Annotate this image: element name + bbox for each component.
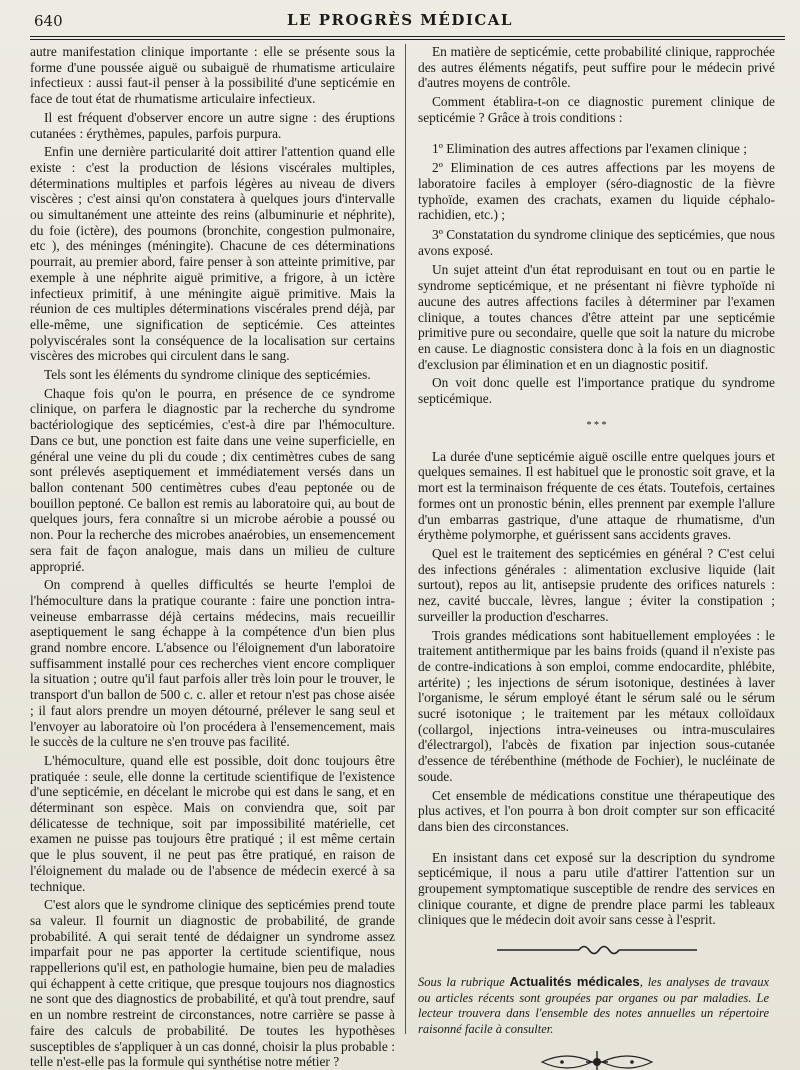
paragraph: Cet ensemble de médications constitue une thérapeutique des plus actives, et l'on pourra à bon droit compter sur son efficacité dans bien des circonstances. [418, 787, 775, 834]
page-header [0, 8, 800, 34]
right-column [418, 44, 775, 1070]
paragraph: Comment établira-t-on ce diagnostic purement clinique de septicémie ? Grâce à trois conditions : [418, 94, 775, 125]
wavy-rule-ornament [497, 940, 697, 960]
condition-item: 2º Elimination de ces autres affections par les moyens de laboratoire faciles à employer (séro-diagnostic de la fièvre typhoïde, examen des crachats, examen du liquide céphalo-rachidien, etc.) ; [418, 160, 775, 223]
paragraph: L'hémoculture, quand elle est possible, doit donc toujours être pratiquée : seule, elle donne la certitude scientifique de l'existence d'une septicémie, en décelant le microbe qui est dans le sang, et en déterminant son espèce. Mais on conviendra que, soit par délicatesse de technique, soit par impossibilité matérielle, cet examen ne puisse pas toujours être pratiqué ; il est même certain que le plus souvent, il ne peut pas être pratiqué, en raison de l'éloignement du malade ou de l'absence de médecin exercé à sa technique. [30, 752, 395, 894]
paragraph: Il est fréquent d'observer encore un autre signe : des éruptions cutanées : érythèmes, papules, parfois purpura. [30, 109, 395, 141]
section-break-asterism: * * * [586, 419, 607, 431]
page-number: 640 [34, 12, 63, 30]
rubric-text: , les analyses de travaux ou articles récents sont groupées par organes ou par maladies. Le lecteur trouvera dans l'ensemble des notes annuelles un répertoire raisonné facile à consulter. [418, 975, 770, 1036]
paragraph: Trois grandes médications sont habituellement employées : le traitement antithermique par les bains froids (quand il n'existe pas de contre-indications à son emploi, comme endocardite, phlébite, artérite) ; les injections de sérum isotonique, destinées à laver l'organisme, le sérum employé étant le sérum salé ou le sérum sucré isotonique ; le traitement par les métaux colloïdaux (collargol, injections intra-veineuses ou intra-musculaires d'électrargol), l'abcès de fixation par injection sous-cutanée d'essence de térébenthine (méthode de Fochier), le nucléinate de soude. [418, 627, 775, 784]
paragraph: La durée d'une septicémie aiguë oscille entre quelques jours et quelques semaines. Il est habituel que le pronostic soit grave, et la mort est la terminaison fréquente de ces états. Toutefois, certaines formes ont un pronostic bénin, elles prennent par exemple l'allure d'un embarras gastrique, d'une attaque de rhumatisme, d'un érythème polymorphe, et guérissent sans accidents graves. [418, 448, 775, 543]
rubric-lead: Sous la rubrique [418, 975, 505, 990]
paragraph: En matière de septicémie, cette probabilité clinique, rapprochée des autres éléments négatifs, peut suffire pour le médecin privé d'autres moyens de contrôle. [418, 44, 775, 91]
rubric-note [418, 974, 769, 1037]
running-title: LE PROGRÈS MÉDICAL [287, 11, 513, 29]
fleuron-ornament-icon [532, 1047, 662, 1070]
header-rule-thin [30, 39, 785, 40]
column-divider [405, 44, 406, 1034]
paragraph: On voit donc quelle est l'importance pratique du syndrome septicémique. [418, 375, 775, 407]
paragraph: Tels sont les éléments du syndrome clinique des septicémies. [44, 367, 371, 383]
condition-item: 1º Elimination des autres affections par l'examen clinique ; [432, 140, 747, 156]
condition-item: 3º Constatation du syndrome clinique des septicémies, que nous avons exposé. [418, 227, 775, 258]
paragraph: On comprend à quelles difficultés se heurte l'emploi de l'hémoculture dans la pratique courante : faire une ponction intra-veineuse embarrasse déjà certains médecins, mais recueillir aseptiquement le sang échappe à la compétence d'un bien plus grand nombre encore. L'absence ou l'éloignement d'un laboratoire suffisamment installé pour ces recherches vient encore compliquer la situation ; outre qu'il faut parfois aller très loin pour le trouver, le transport d'un ballon de 500 c. c. aller et retour n'est pas chose aisée ; il faut alors prendre un moyen détourné, prélever le sang seul et l'envoyer au laboratoire où l'on procédera à l'ensemencement, mais le succès de la culture ne s'en trouve pas facilité. [30, 577, 395, 750]
left-column [30, 44, 395, 1070]
paragraph: En insistant dans cet exposé sur la description du syndrome septicémique, il nous a paru utile d'attirer l'attention sur un groupement symptomatique susceptible de rendre des services en clinique courante, et digne de prendre place parmi les tableaux cliniques que le médecin doit avoir sans cesse à l'esprit. [418, 849, 775, 928]
paragraph: autre manifestation clinique importante : elle se présente sous la forme d'une poussée aiguë ou subaiguë de rhumatisme articulaire infectieux : aussi faut-il penser à la possibilité d'une septicémie en face de tout état de rhumatisme articulaire infectieux. [30, 44, 395, 107]
rubric-title: Actualités médicales [509, 974, 640, 990]
paragraph: Chaque fois qu'on le pourra, en présence de ce syndrome clinique, on parfera le diagnostic par la recherche du syndrome bactériologique des septicémies, c'est-à dire par l'hémoculture. Dans ce but, une ponction est faite dans une veine superficielle, en général une veine du pli du coude ; dix centimètres cubes de sang sont prélevés aseptiquement et immédiatement versés dans un ballon contenant 500 centimètres cubes d'eau peptonée ou de bouillon peptoné. Ce ballon est remis au laboratoire qui, au bout de quelques jours, fera connaître si un microbe aérobie a poussé ou non. Pour la recherche des microbes anaérobies, un ensemencement sera fait de façon analogue, mais dans un milieu de culture approprié. [30, 385, 395, 574]
paragraph: C'est alors que le syndrome clinique des septicémies prend toute sa valeur. Il fournit un diagnostic de probabilité, de grande probabilité. A qui serait tenté de dédaigner un syndrome assez imparfait pour ne pas apporter la certitude scientifique, nous rappellerions qu'il est, en pathologie humaine, bien peu de maladies qui échappent à cette critique, que presque toujours nos diagnostics ne sont que des diagnostics de probabilité, et qu'à tout prendre, sauf en un nombre restreint de circonstances, notre carrière se passe à faire des calculs de probabilité. De toutes les hypothèses susceptibles de s'appliquer à un cas donné, choisir la plus probable : telle n'est-elle pas la formule qui synthétise notre métier ? [30, 897, 395, 1070]
paragraph: Un sujet atteint d'un état reproduisant en tout ou en partie le syndrome septicémique, et ne présentant ni fièvre typhoïde ni aucune des autres affections faciles à déterminer par l'examen clinique, a toutes chances d'être atteint par une septicémie primitive pure ou secondaire, quelle que soit la nature du microbe en cause. Le diagnostic consistera donc à la fois en un diagnostic d'exclusion par élimination et en un diagnostic positif. [418, 262, 775, 372]
paragraph: Quel est le traitement des septicémies en général ? C'est celui des infections générales : alimentation exclusive liquide (lait surtout), repos au lit, antisepsie prudente des orifices naturels : nez, cavité buccale, lèvres, langue ; éviter la constipation ; surveiller la production d'escharres. [418, 545, 775, 624]
header-rule [30, 36, 785, 37]
paragraph: Enfin une dernière particularité doit attirer l'attention quand elle existe : c'est la production de lésions viscérales multiples, déterminations multiples et parfois légères au niveau de divers viscères ; c'est ainsi qu'on constatera à quelques jours d'intervalle ou simultanément une atteinte des reins (albuminurie et néphrite), du foie (ictère), des poumons (bronchite, congestion pulmonaire, etc ), des méninges (méningite). Chacune de ces déterminations pourrait, au premier abord, faire penser à son atteinte primitive, par exemple à une néphrite aiguë primitive, a frigore, à un ictère infectieux primitif, à une méningite aiguë primitive. Mais la réunion de ces multiples déterminations viscérales prend déjà, par elle-même, une signification de septicémie. Ces atteintes polyviscérales sont la conséquence de la localisation sur certains viscères des microbes qui circulent dans le sang. [30, 144, 395, 364]
